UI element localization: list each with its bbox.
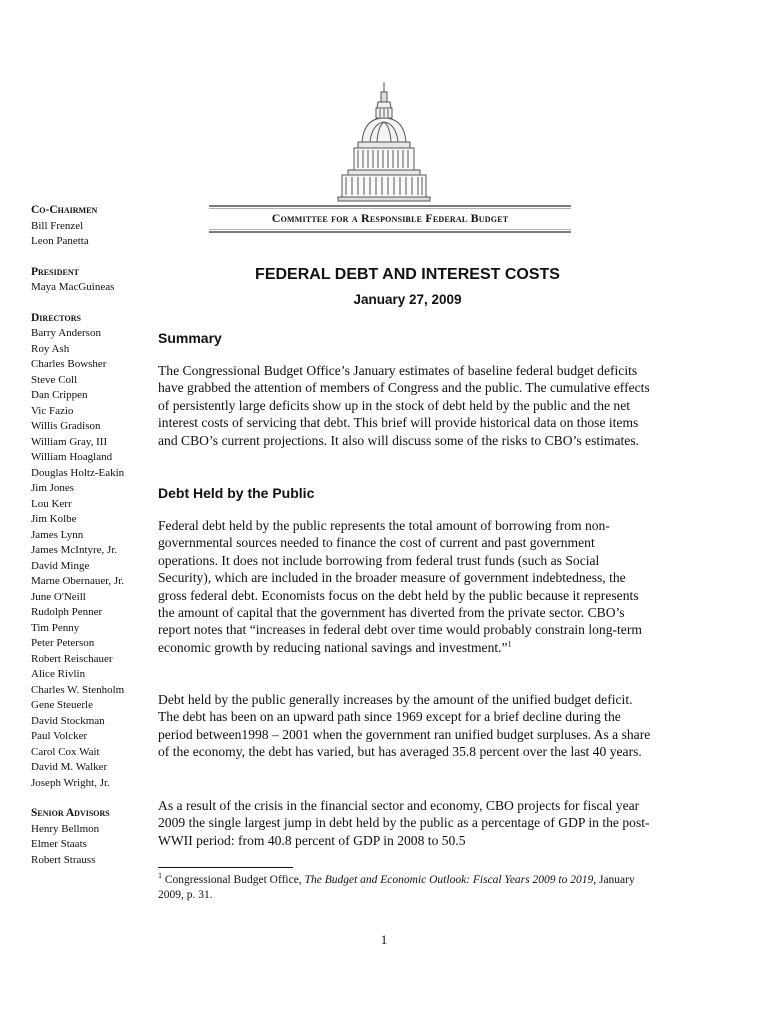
document-date: January 27, 2009 xyxy=(353,292,462,307)
sidebar-member: Robert Strauss xyxy=(31,853,96,866)
sidebar-member: Charles W. Stenholm xyxy=(31,683,125,696)
sidebar-member: Alice Rivlin xyxy=(31,668,86,680)
sidebar-member: Charles Bowsher xyxy=(31,358,107,370)
banner-rule xyxy=(209,205,571,207)
summary-heading: Summary xyxy=(158,330,222,346)
footnote-title: The Budget and Economic Outlook: Fiscal Years 2009 to 2019 xyxy=(304,874,594,886)
footnote-ref: 1 xyxy=(507,639,512,649)
sidebar-group-heading: President xyxy=(31,265,79,278)
sidebar-member: Joseph Wright, Jr. xyxy=(31,776,110,789)
sidebar-member: Carol Cox Wait xyxy=(31,745,100,758)
sidebar-roster xyxy=(31,203,151,883)
sidebar-group-heading: Co-Chairmen xyxy=(31,204,98,216)
sidebar-group-heading: Directors xyxy=(31,311,81,324)
sidebar-member: Gene Steuerle xyxy=(31,699,93,711)
sidebar-member: Rudolph Penner xyxy=(31,606,103,618)
sidebar-member: David Minge xyxy=(31,559,90,572)
sidebar-member: Jim Kolbe xyxy=(31,513,77,525)
sidebar-member: James Lynn xyxy=(31,528,84,541)
document-title: FEDERAL DEBT AND INTEREST COSTS xyxy=(255,266,560,283)
sidebar-member: Maya MacGuineas xyxy=(31,281,115,293)
footnote-text-after: , January 2009, p. 31. xyxy=(158,874,635,901)
sidebar-member: William Hoagland xyxy=(31,451,113,463)
debt-paragraph-1-text: Federal debt held by the public represents the total amount of borrowing from non-governmental sources needed to finance the cost of current and past government operations. It does not include borrowing from federal trust funds (such as Social Security), which are included in the broader measure of government indebtedness, the gross federal debt. Economists focus on the debt held by the public because it represents the amount of capital that the government has diverted from the private sector. CBO’s report notes that “increases in federal debt over time would probably constrain long-term economic growth by reducing national savings and investment.” xyxy=(158,518,642,655)
sidebar-member: Leon Panetta xyxy=(31,235,89,247)
sidebar-member: Barry Anderson xyxy=(31,327,101,339)
sidebar-group xyxy=(31,265,151,296)
sidebar-member: David M. Walker xyxy=(31,761,108,773)
sidebar-member: Dan Crippen xyxy=(31,389,88,401)
main-content xyxy=(158,266,652,848)
sidebar-member: Marne Obernauer, Jr. xyxy=(31,575,125,587)
sidebar-member: Paul Volcker xyxy=(31,730,88,742)
debt-paragraph-1 xyxy=(158,517,652,656)
sidebar-member: Peter Peterson xyxy=(31,637,95,649)
capitol-dome-logo xyxy=(336,80,432,202)
sidebar-member: Douglas Holtz-Eakin xyxy=(31,466,125,479)
footnote-text-before: Congressional Budget Office, xyxy=(162,874,305,886)
sidebar-member: Robert Reischauer xyxy=(31,652,113,665)
sidebar-member: June O'Neill xyxy=(31,590,86,603)
sidebar-member: Steve Coll xyxy=(31,373,78,386)
sidebar-member: David Stockman xyxy=(31,714,105,727)
banner-rule xyxy=(209,208,571,209)
footnote-number: 1 xyxy=(158,871,162,881)
debt-heading: Debt Held by the Public xyxy=(158,485,315,501)
committee-banner xyxy=(209,205,571,235)
sidebar-member: Tim Penny xyxy=(31,621,80,634)
sidebar-group xyxy=(31,203,151,250)
summary-paragraph: The Congressional Budget Office’s January estimates of baseline federal budget deficits have grabbed the attention of members of Congress and the public. The cumulative effects of persistently large deficits show up in the stock of debt held by the public and the net interest costs of servicing that debt. This brief will provide historical data on those items and CBO’s current projections. It also will discuss some of the risks to CBO’s estimates. xyxy=(158,363,650,448)
sidebar-member: Vic Fazio xyxy=(31,404,74,417)
banner-rule xyxy=(209,229,571,230)
sidebar-group-heading: Senior Advisors xyxy=(31,807,110,819)
debt-paragraph-2: Debt held by the public generally increases by the amount of the unified budget deficit. The debt has been on an upward path since 1969 except for a brief decline during the period between1998 – 2001 when the government ran unified budget surpluses. As a share of the economy, the debt has varied, but has averaged 35.8 percent over the last 40 years. xyxy=(158,692,651,760)
page-number: 1 xyxy=(380,932,388,947)
banner-rule xyxy=(209,231,571,233)
committee-name: Committee for a Responsible Federal Budget xyxy=(271,211,509,225)
footnote-divider xyxy=(158,867,293,868)
footnote xyxy=(158,873,652,903)
sidebar-member: Willis Gradison xyxy=(31,420,101,432)
sidebar-member: James McIntyre, Jr. xyxy=(31,544,118,556)
sidebar-member: Henry Bellmon xyxy=(31,822,100,835)
sidebar-group xyxy=(31,311,151,792)
sidebar-member: Elmer Staats xyxy=(31,838,87,850)
sidebar-member: Lou Kerr xyxy=(31,497,72,510)
sidebar-member: Jim Jones xyxy=(31,482,75,494)
debt-paragraph-3: As a result of the crisis in the financial sector and economy, CBO projects for fiscal year 2009 the single largest jump in debt held by the public as a percentage of GDP in the post-WWII period: from 40.8 percent of GDP in 2008 to 50.5 xyxy=(158,798,650,848)
sidebar-group xyxy=(31,806,151,868)
sidebar-member: Bill Frenzel xyxy=(31,219,84,232)
sidebar-member: Roy Ash xyxy=(31,342,70,355)
sidebar-member: William Gray, III xyxy=(31,435,108,448)
